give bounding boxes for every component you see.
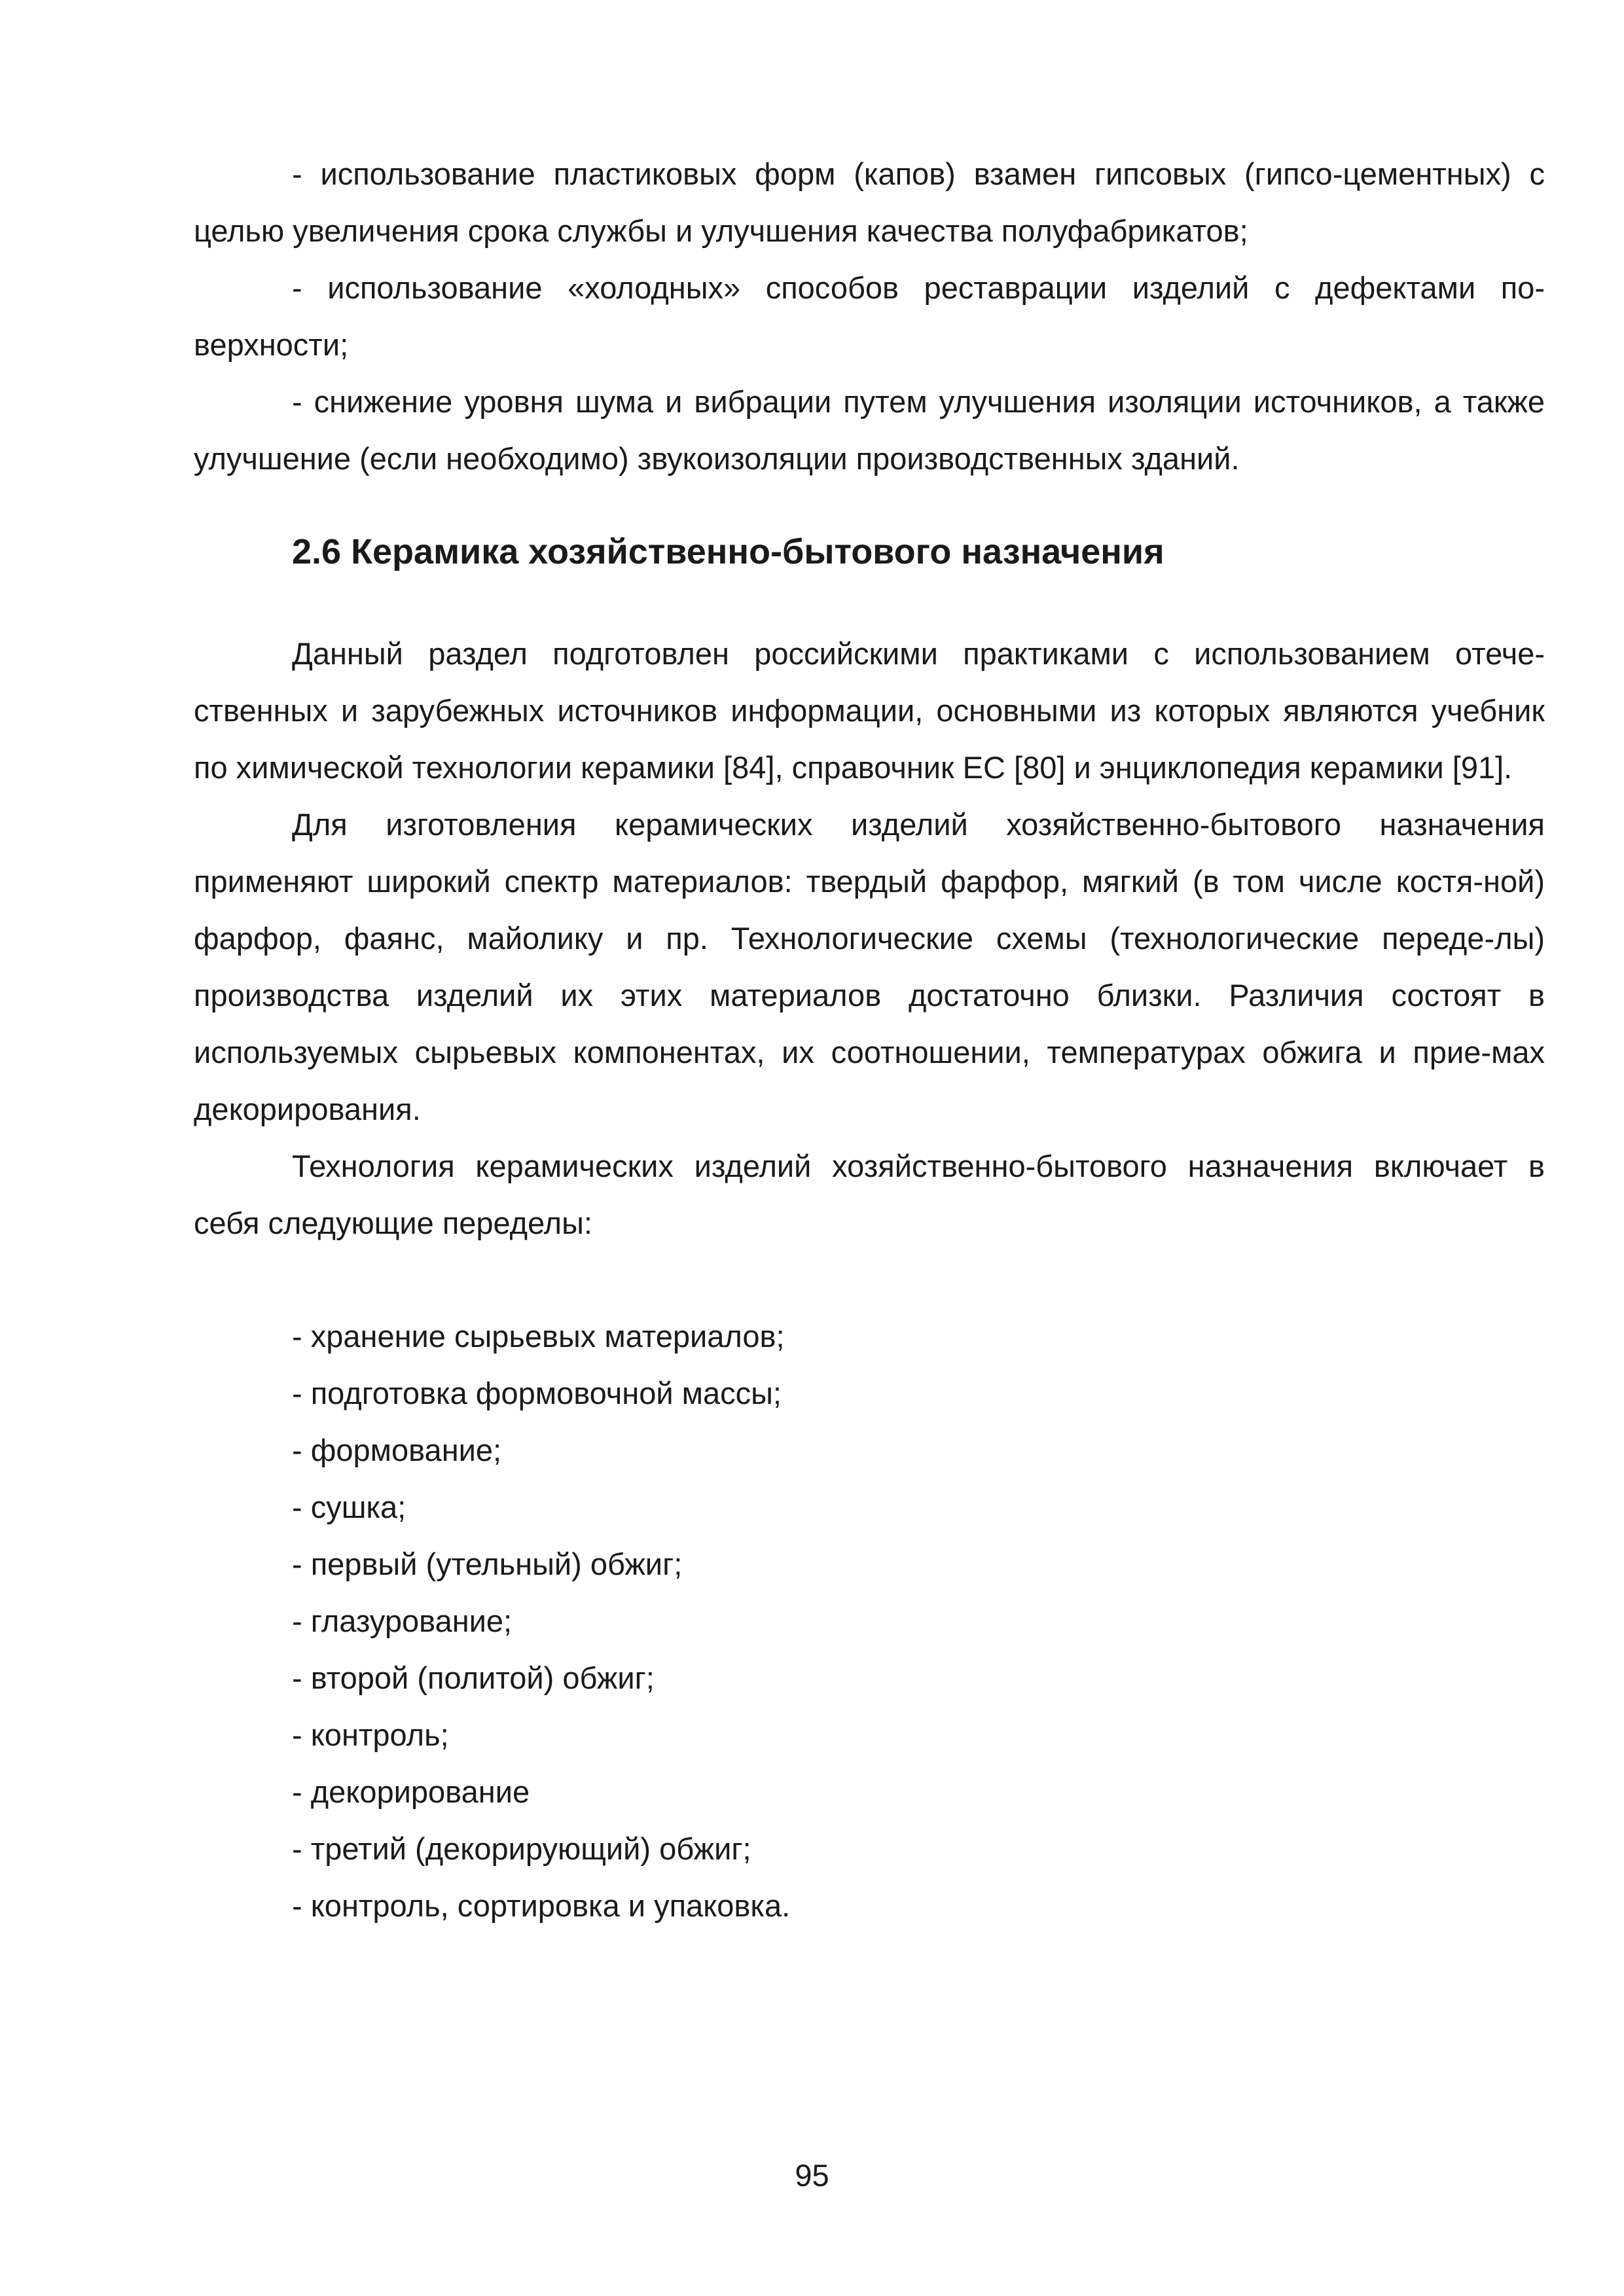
paragraph: Для изготовления керамических изделий хозяйственно-бытового назначения применяют широкий спектр материалов: твердый фарфор, мягкий (в том числе костя-ной) фарфор, фаянс, майолику и пр. Технологические схемы (технологические переде-лы) производства изделий их этих материалов достаточно близки. Различия состоят в используемых сырьевых компонентах, их соотношении, температурах обжига и прие-мах декорирования. [194, 807, 1545, 1126]
list-item: - сушка; [292, 1490, 406, 1524]
intro-list [194, 145, 1545, 487]
paragraph: - снижение уровня шума и вибрации путем улучшения изоляции источников, а также улучшение (если необходимо) звукоизоляции производственных зданий. [194, 384, 1545, 476]
list-item: - декорирование [292, 1774, 530, 1809]
list-item: - третий (декорирующий) обжиг; [292, 1831, 751, 1866]
section-heading: 2.6 Керамика хозяйственно-бытового назначения [292, 532, 1164, 571]
list-item: - глазурование; [292, 1604, 513, 1638]
list-item: - хранение сырьевых материалов; [292, 1319, 785, 1354]
paragraph: - использование пластиковых форм (капов) взамен гипсовых (гипсо-цементных) с целью увеличения срока службы и улучшения качества полуфабрикатов; [194, 156, 1545, 248]
list-item: - формование; [292, 1433, 502, 1467]
process-steps-list [194, 1308, 1545, 1934]
list-item: - контроль; [292, 1717, 449, 1752]
list-item: - второй (политой) обжиг; [292, 1660, 655, 1695]
paragraph: Данный раздел подготовлен российскими практиками с использованием отече-ственных и зарубежных источников информации, основными из которых являются учебник по химической технологии керамики [84], справочник ЕС [80] и энциклопедия керамики [91]. [194, 636, 1545, 785]
section-body [194, 625, 1545, 1251]
page-number: 95 [795, 2158, 829, 2193]
list-item: - подготовка формовочной массы; [292, 1376, 782, 1410]
list-item: - контроль, сортировка и упаковка. [292, 1888, 791, 1923]
paragraph: Технология керамических изделий хозяйственно-бытового назначения включает в себя следующие переделы: [194, 1149, 1545, 1240]
list-item: - первый (утельный) обжиг; [292, 1547, 683, 1581]
paragraph: - использование «холодных» способов реставрации изделий с дефектами по-верхности; [194, 270, 1545, 362]
